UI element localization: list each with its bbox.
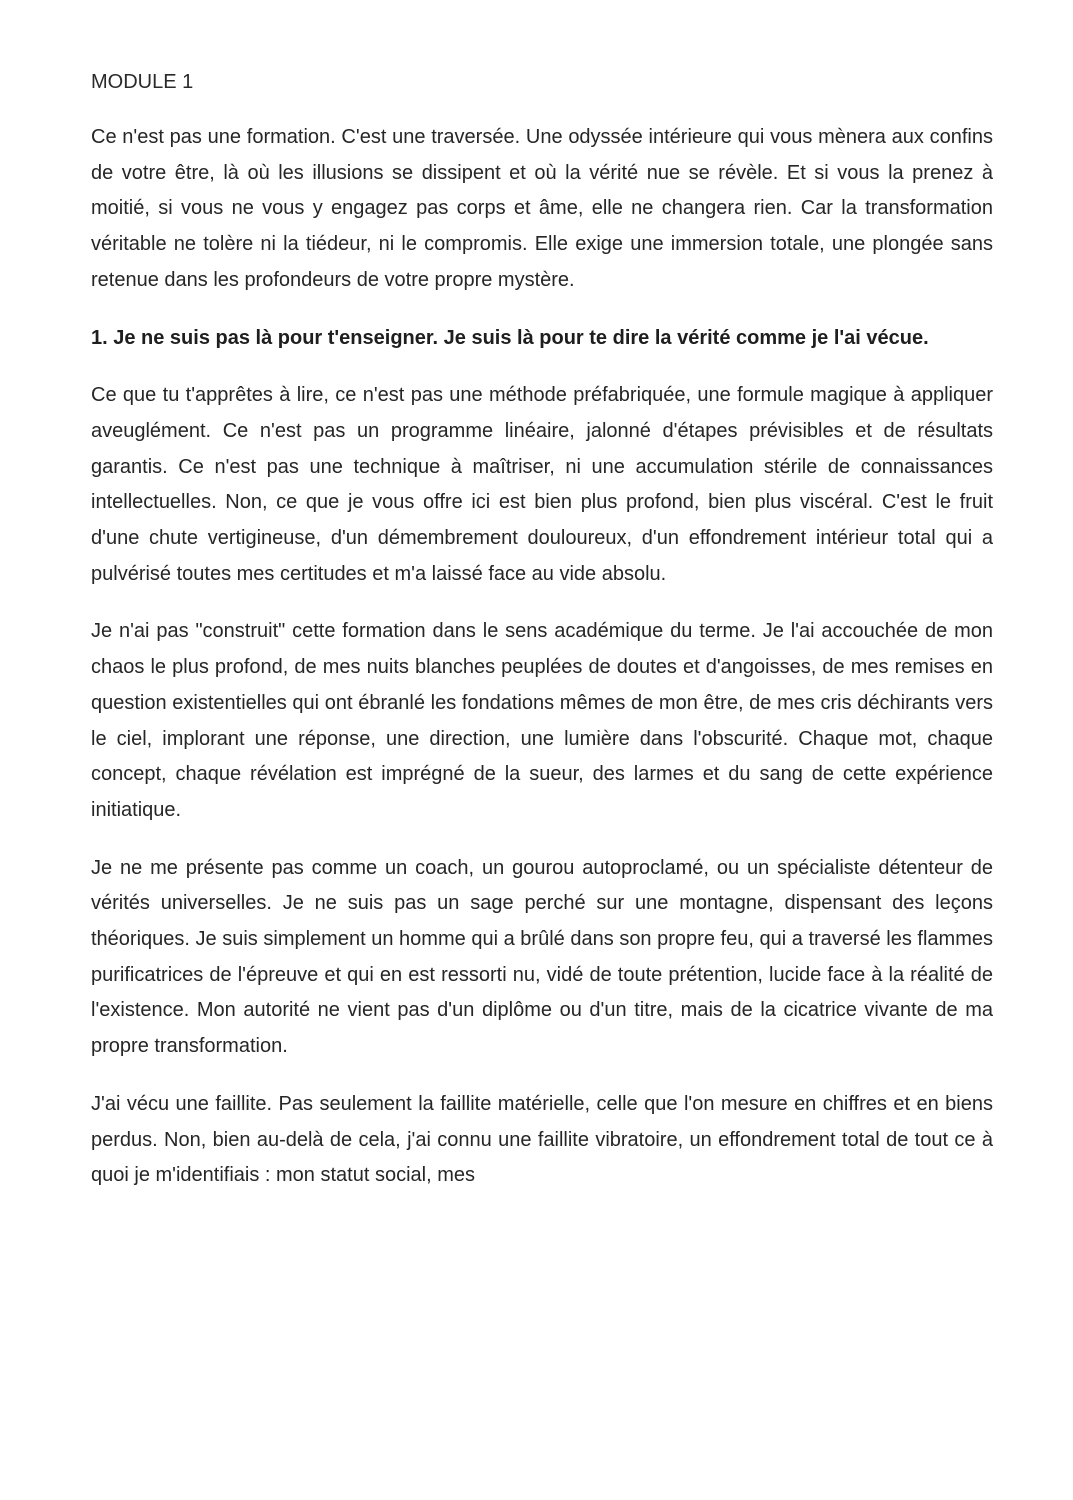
body-paragraph: Je n'ai pas "construit" cette formation dans le sens académique du terme. Je l'ai accouchée de mon chaos le plus profond, de mes nuits blanches peuplées de doutes et d'angoisses, de mes remises en question existentielles qui ont ébranlé les fondations mêmes de mon être, de mes cris déchirants vers le ciel, implorant une réponse, une direction, une lumière dans l'obscurité. Chaque mot, chaque concept, chaque révélation est imprégné de la sueur, des larmes et du sang de cette expérience initiatique. (91, 620, 993, 821)
body-paragraph: Je ne me présente pas comme un coach, un gourou autoproclamé, ou un spécialiste détenteur de vérités universelles. Je ne suis pas un sage perché sur une montagne, dispensant des leçons théoriques. Je suis simplement un homme qui a brûlé dans son propre feu, qui a traversé les flammes purificatrices de l'épreuve et qui en est ressorti nu, vidé de toute prétention, lucide face à la réalité de l'existence. Mon autorité ne vient pas d'un diplôme ou d'un titre, mais de la cicatrice vivante de ma propre transformation. (91, 856, 993, 1058)
body-paragraph: J'ai vécu une faillite. Pas seulement la faillite matérielle, celle que l'on mesure en chiffres et en biens perdus. Non, bien au-delà de cela, j'ai connu une faillite vibratoire, un effondrement total de tout ce à quoi je m'identifiais : mon statut social, mes (91, 1092, 993, 1187)
document-page (91, 64, 993, 1216)
intro-paragraph: Ce n'est pas une formation. C'est une traversée. Une odyssée intérieure qui vous mènera aux confins de votre être, là où les illusions se dissipent et où la vérité nue se révèle. Et si vous la prenez à moitié, si vous ne vous y engagez pas corps et âme, elle ne changera rien. Car la transformation véritable ne tolère ni la tiédeur, ni le compromis. Elle exige une immersion totale, une plongée sans retenue dans les profondeurs de votre propre mystère. (91, 126, 993, 291)
body-paragraph: Ce que tu t'apprêtes à lire, ce n'est pas une méthode préfabriquée, une formule magique à appliquer aveuglément. Ce n'est pas un programme linéaire, jalonné d'étapes prévisibles et de résultats garantis. Ce n'est pas une technique à maîtriser, ni une accumulation stérile de connaissances intellectuelles. Non, ce que je vous offre ici est bien plus profond, bien plus viscéral. C'est le fruit d'une chute vertigineuse, d'un démembrement douloureux, d'un effondrement intérieur total qui a pulvérisé toutes mes certitudes et m'a laissé face au vide absolu. (91, 384, 993, 585)
section-heading: 1. Je ne suis pas là pour t'enseigner. Je suis là pour te dire la vérité comme je l'ai vécue. (91, 326, 929, 349)
module-label: MODULE 1 (91, 71, 194, 93)
